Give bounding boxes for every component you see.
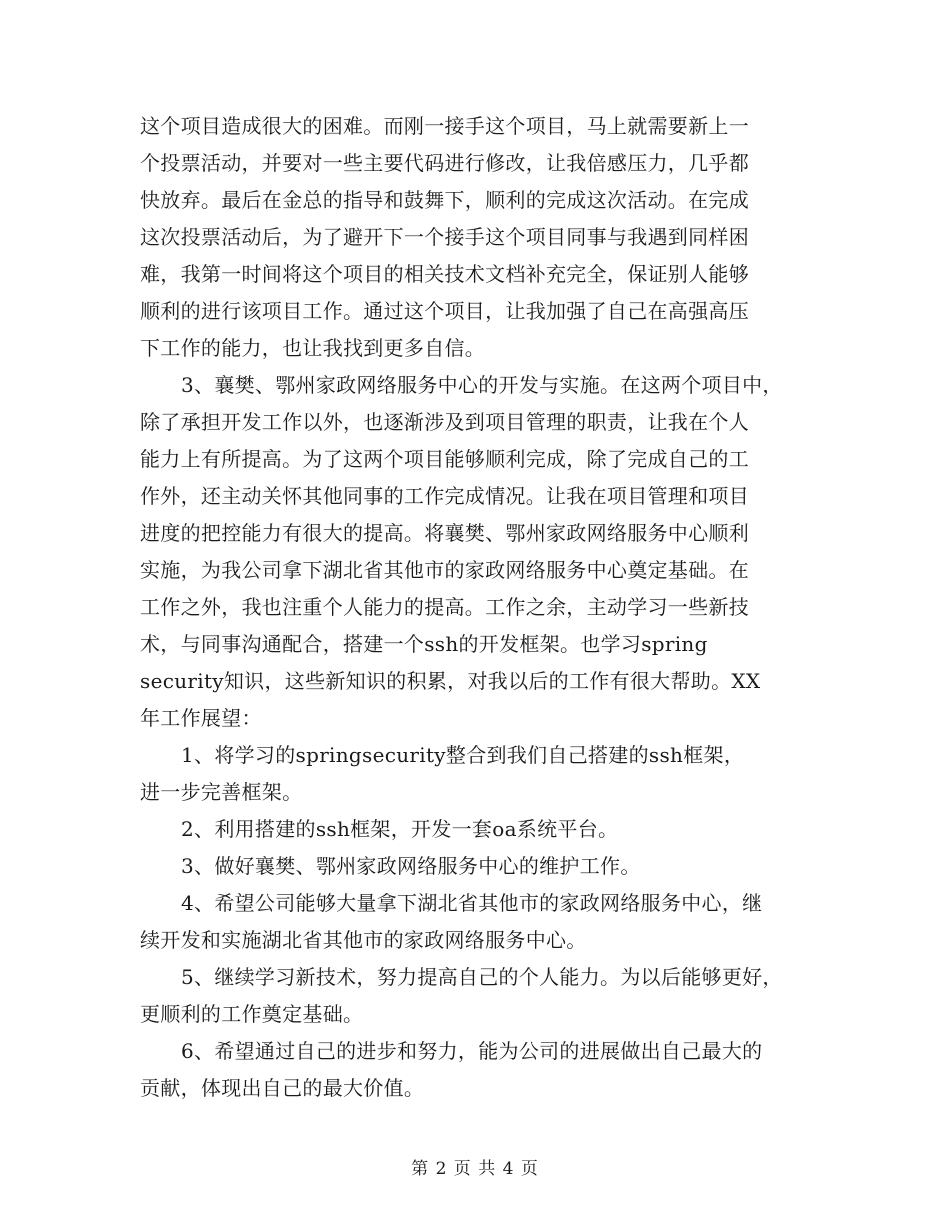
text-line: 术，与同事沟通配合，搭建一个ssh的开发框架。也学习spring (140, 632, 708, 656)
page-number-footer: 第 2 页 共 4 页 (411, 1159, 539, 1179)
text-line: 这个项目造成很大的困难。而刚一接手这个项目，马上就需要新上一 (140, 114, 749, 138)
text-line: 续开发和实施湖北省其他市的家政网络服务中心。 (140, 928, 587, 952)
text-line: 2、利用搭建的ssh框架，开发一套oa系统平台。 (181, 817, 619, 841)
text-line: 3、做好襄樊、鄂州家政网络服务中心的维护工作。 (181, 854, 641, 878)
text-line: 1、将学习的springsecurity整合到我们自己搭建的ssh框架， (181, 743, 745, 767)
text-line: security知识，这些新知识的积累，对我以后的工作有很大帮助。XX (140, 669, 761, 693)
text-line: 进度的把控能力有很大的提高。将襄樊、鄂州家政网络服务中心顺利 (140, 521, 749, 545)
text-line: 4、希望公司能够大量拿下湖北省其他市的家政网络服务中心，继 (181, 891, 763, 915)
text-line: 更顺利的工作奠定基础。 (140, 1002, 364, 1026)
text-line: 除了承担开发工作以外，也逐渐涉及到项目管理的职责，让我在个人 (140, 410, 749, 434)
text-line: 难，我第一时间将这个项目的相关技术文档补充完全，保证别人能够 (140, 262, 749, 286)
text-line: 作外，还主动关怀其他同事的工作完成情况。让我在项目管理和项目 (140, 484, 749, 508)
text-line: 年工作展望： (140, 706, 262, 730)
text-line: 5、继续学习新技术，努力提高自己的个人能力。为以后能够更好， (181, 965, 783, 989)
text-line: 实施，为我公司拿下湖北省其他市的家政网络服务中心奠定基础。在 (140, 558, 749, 582)
text-line: 工作之外，我也注重个人能力的提高。工作之余，主动学习一些新技 (140, 595, 749, 619)
text-line: 这次投票活动后，为了避开下一个接手这个项目同事与我遇到同样困 (140, 225, 749, 249)
text-line: 进一步完善框架。 (140, 780, 303, 804)
text-line: 顺利的进行该项目工作。通过这个项目，让我加强了自己在高强高压 (140, 299, 749, 323)
text-line: 能力上有所提高。为了这两个项目能够顺利完成，除了完成自己的工 (140, 447, 749, 471)
text-line: 下工作的能力，也让我找到更多自信。 (140, 336, 486, 360)
text-line: 3、襄樊、鄂州家政网络服务中心的开发与实施。在这两个项目中， (181, 373, 783, 397)
text-line: 6、希望通过自己的进步和努力，能为公司的进展做出自己最大的 (181, 1039, 763, 1063)
text-line: 贡献，体现出自己的最大价值。 (140, 1076, 425, 1100)
text-line: 快放弃。最后在金总的指导和鼓舞下，顺利的完成这次活动。在完成 (140, 188, 749, 212)
text-line: 个投票活动，并要对一些主要代码进行修改，让我倍感压力，几乎都 (140, 151, 749, 175)
